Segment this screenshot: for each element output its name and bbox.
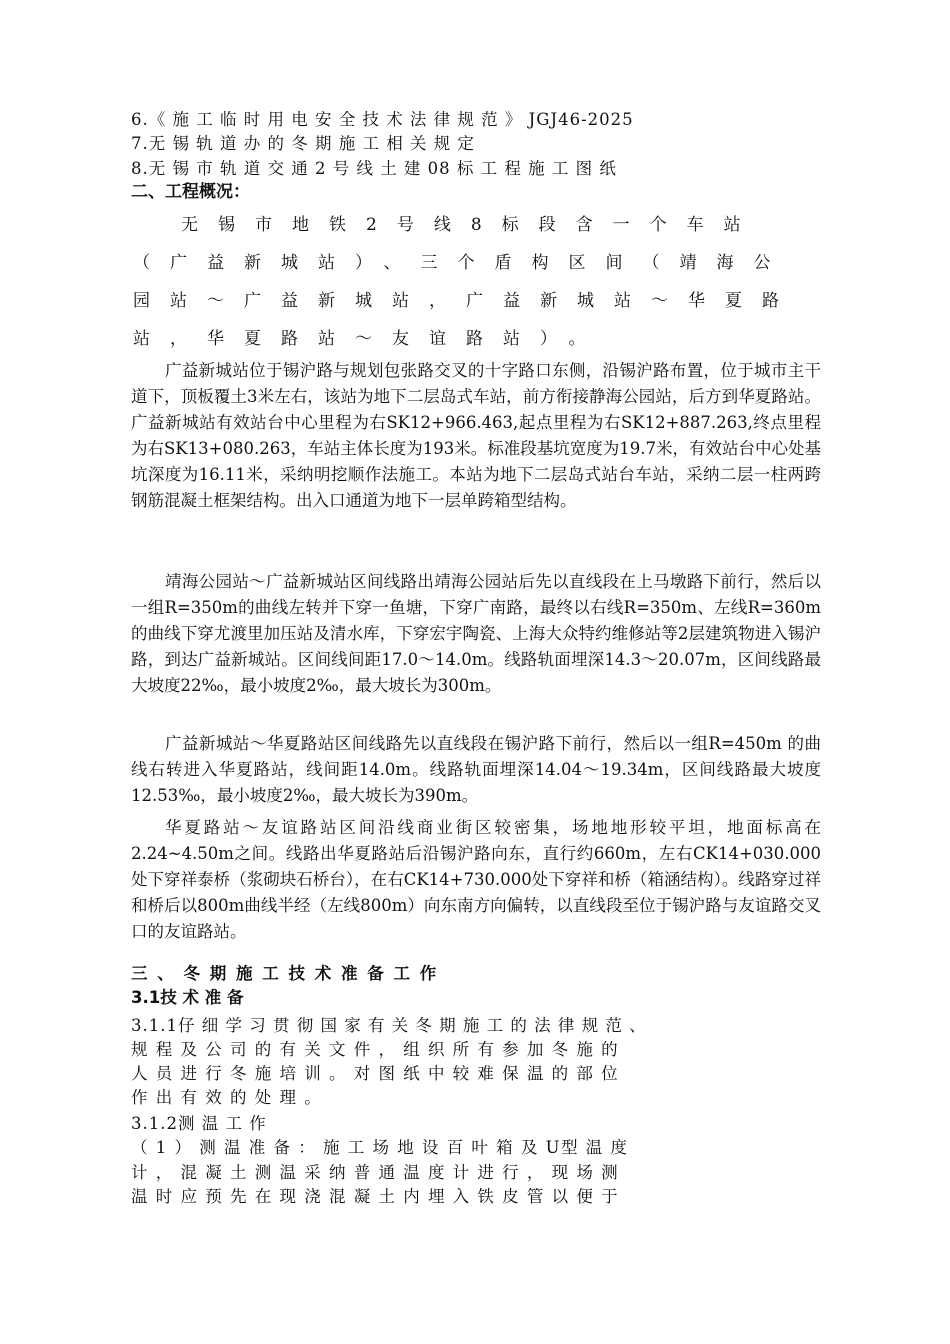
item-3-1-2-heading: 3.1.2测 温 工 作 — [131, 1114, 267, 1133]
reference-8: 8.无 锡 市 轨 道 交 通 2 号 线 土 建 08 标 工 程 施 工 图 纸 — [131, 159, 617, 178]
item-3-1-1-line-2: 规 程 及 公 司 的 有 关 文 件 ， 组 织 所 有 参 加 冬 施 的 — [131, 1040, 620, 1059]
reference-7: 7.无 锡 轨 道 办 的 冬 期 施 工 相 关 规 定 — [131, 134, 475, 153]
section-3-1-heading: 3.1技 术 准 备 — [131, 988, 244, 1007]
item-3-1-1-line-1: 3.1.1仔 细 学 习 贯 彻 国 家 有 关 冬 期 施 工 的 法 律 规 范 、 — [131, 1016, 647, 1035]
station-description-paragraph: 广益新城站位于锡沪路与规划包张路交叉的十字路口东侧，沿锡沪路布置，位于城市主干道下，顶板覆土3米左右，该站为地下二层岛式车站，前方衔接静海公园站，后方到华夏路站。广益新城站有效站台中心里程为右SK12+966.463,起点里程为右SK12+887.263,终点里程为右SK13+080.263，车站主体长度为193米。标准段基坑宽度为19.7米，有效站台中心处基坑深度为16.11米，采纳明挖顺作法施工。本站为地下二层岛式站台车站，采纳二层一柱两跨钢筋混凝土框架结构。出入口通道为地下一层单跨箱型结构。 — [131, 361, 821, 510]
item-3-1-2-line-2: 计 ， 混 凝 土 测 温 采 纳 普 通 温 度 计 进 行 ， 现 场 测 — [131, 1163, 620, 1182]
youyi-section-paragraph: 华夏路站～友谊路站区间沿线商业街区较密集，场地地形较平坦，地面标高在2.24~4.50m之间。线路出华夏路站后沿锡沪路向东，直行约660m，左右CK14+030.000处下穿祥泰桥（浆砌块石桥台），在右CK14+730.000处下穿祥和桥（箱涵结构）。线路穿过祥和桥后以800m曲线半经（左线800m）向东南方向偏转，以直线段至位于锡沪路与友谊路交叉口的友谊路站。 — [131, 818, 821, 941]
item-3-1-1-line-3: 人 员 进 行 冬 施 培 训 。 对 图 纸 中 较 难 保 温 的 部 位 — [131, 1064, 620, 1083]
section-2-heading: 二、工程概况： — [131, 182, 250, 202]
item-3-1-2-line-3: 温 时 应 预 先 在 现 浇 混 凝 土 内 埋 入 铁 皮 管 以 便 于 — [131, 1187, 620, 1206]
project-intro-paragraph: 无锡市地铁2号线8标段含一个车站（广益新城站）、三个盾构区间（靖海公园站～广益新城站，广益新城站～华夏路站，华夏路站～友谊路站）。 — [133, 215, 799, 349]
reference-6: 6.《 施 工 临 时 用 电 安 全 技 术 法 律 规 范 》 JGJ46-2025 — [131, 110, 634, 129]
huaxia-section-paragraph: 广益新城站～华夏路站区间线路先以直线段在锡沪路下前行，然后以一组R=450m 的曲线右转进入华夏路站，线间距14.0m。线路轨面埋深14.04～19.34m，区间线路最大坡度12.53‰，最小坡度2‰，最大坡长为390m。 — [131, 734, 821, 805]
jinghai-section-paragraph: 靖海公园站～广益新城站区间线路出靖海公园站后先以直线段在上马墩路下前行，然后以一组R=350m的曲线左转并下穿一鱼塘，下穿广南路，最终以右线R=350m、左线R=360m的曲线下穿尤渡里加压站及清水库，下穿宏宇陶瓷、上海大众特约维修站等2层建筑物进入锡沪路，到达广益新城站。区间线间距17.0～14.0m。线路轨面埋深14.3～20.07m，区间线路最大坡度22‰，最小坡度2‰，最大坡长为300m。 — [131, 572, 821, 695]
item-3-1-2-line-1: （ 1 ） 测 温 准 备 ： 施 工 场 地 设 百 叶 箱 及 U型 温 度 — [131, 1138, 629, 1157]
section-3-heading: 三 、 冬 期 施 工 技 术 准 备 工 作 — [131, 964, 439, 983]
item-3-1-1-line-4: 作 出 有 效 的 处 理 。 — [131, 1088, 323, 1107]
